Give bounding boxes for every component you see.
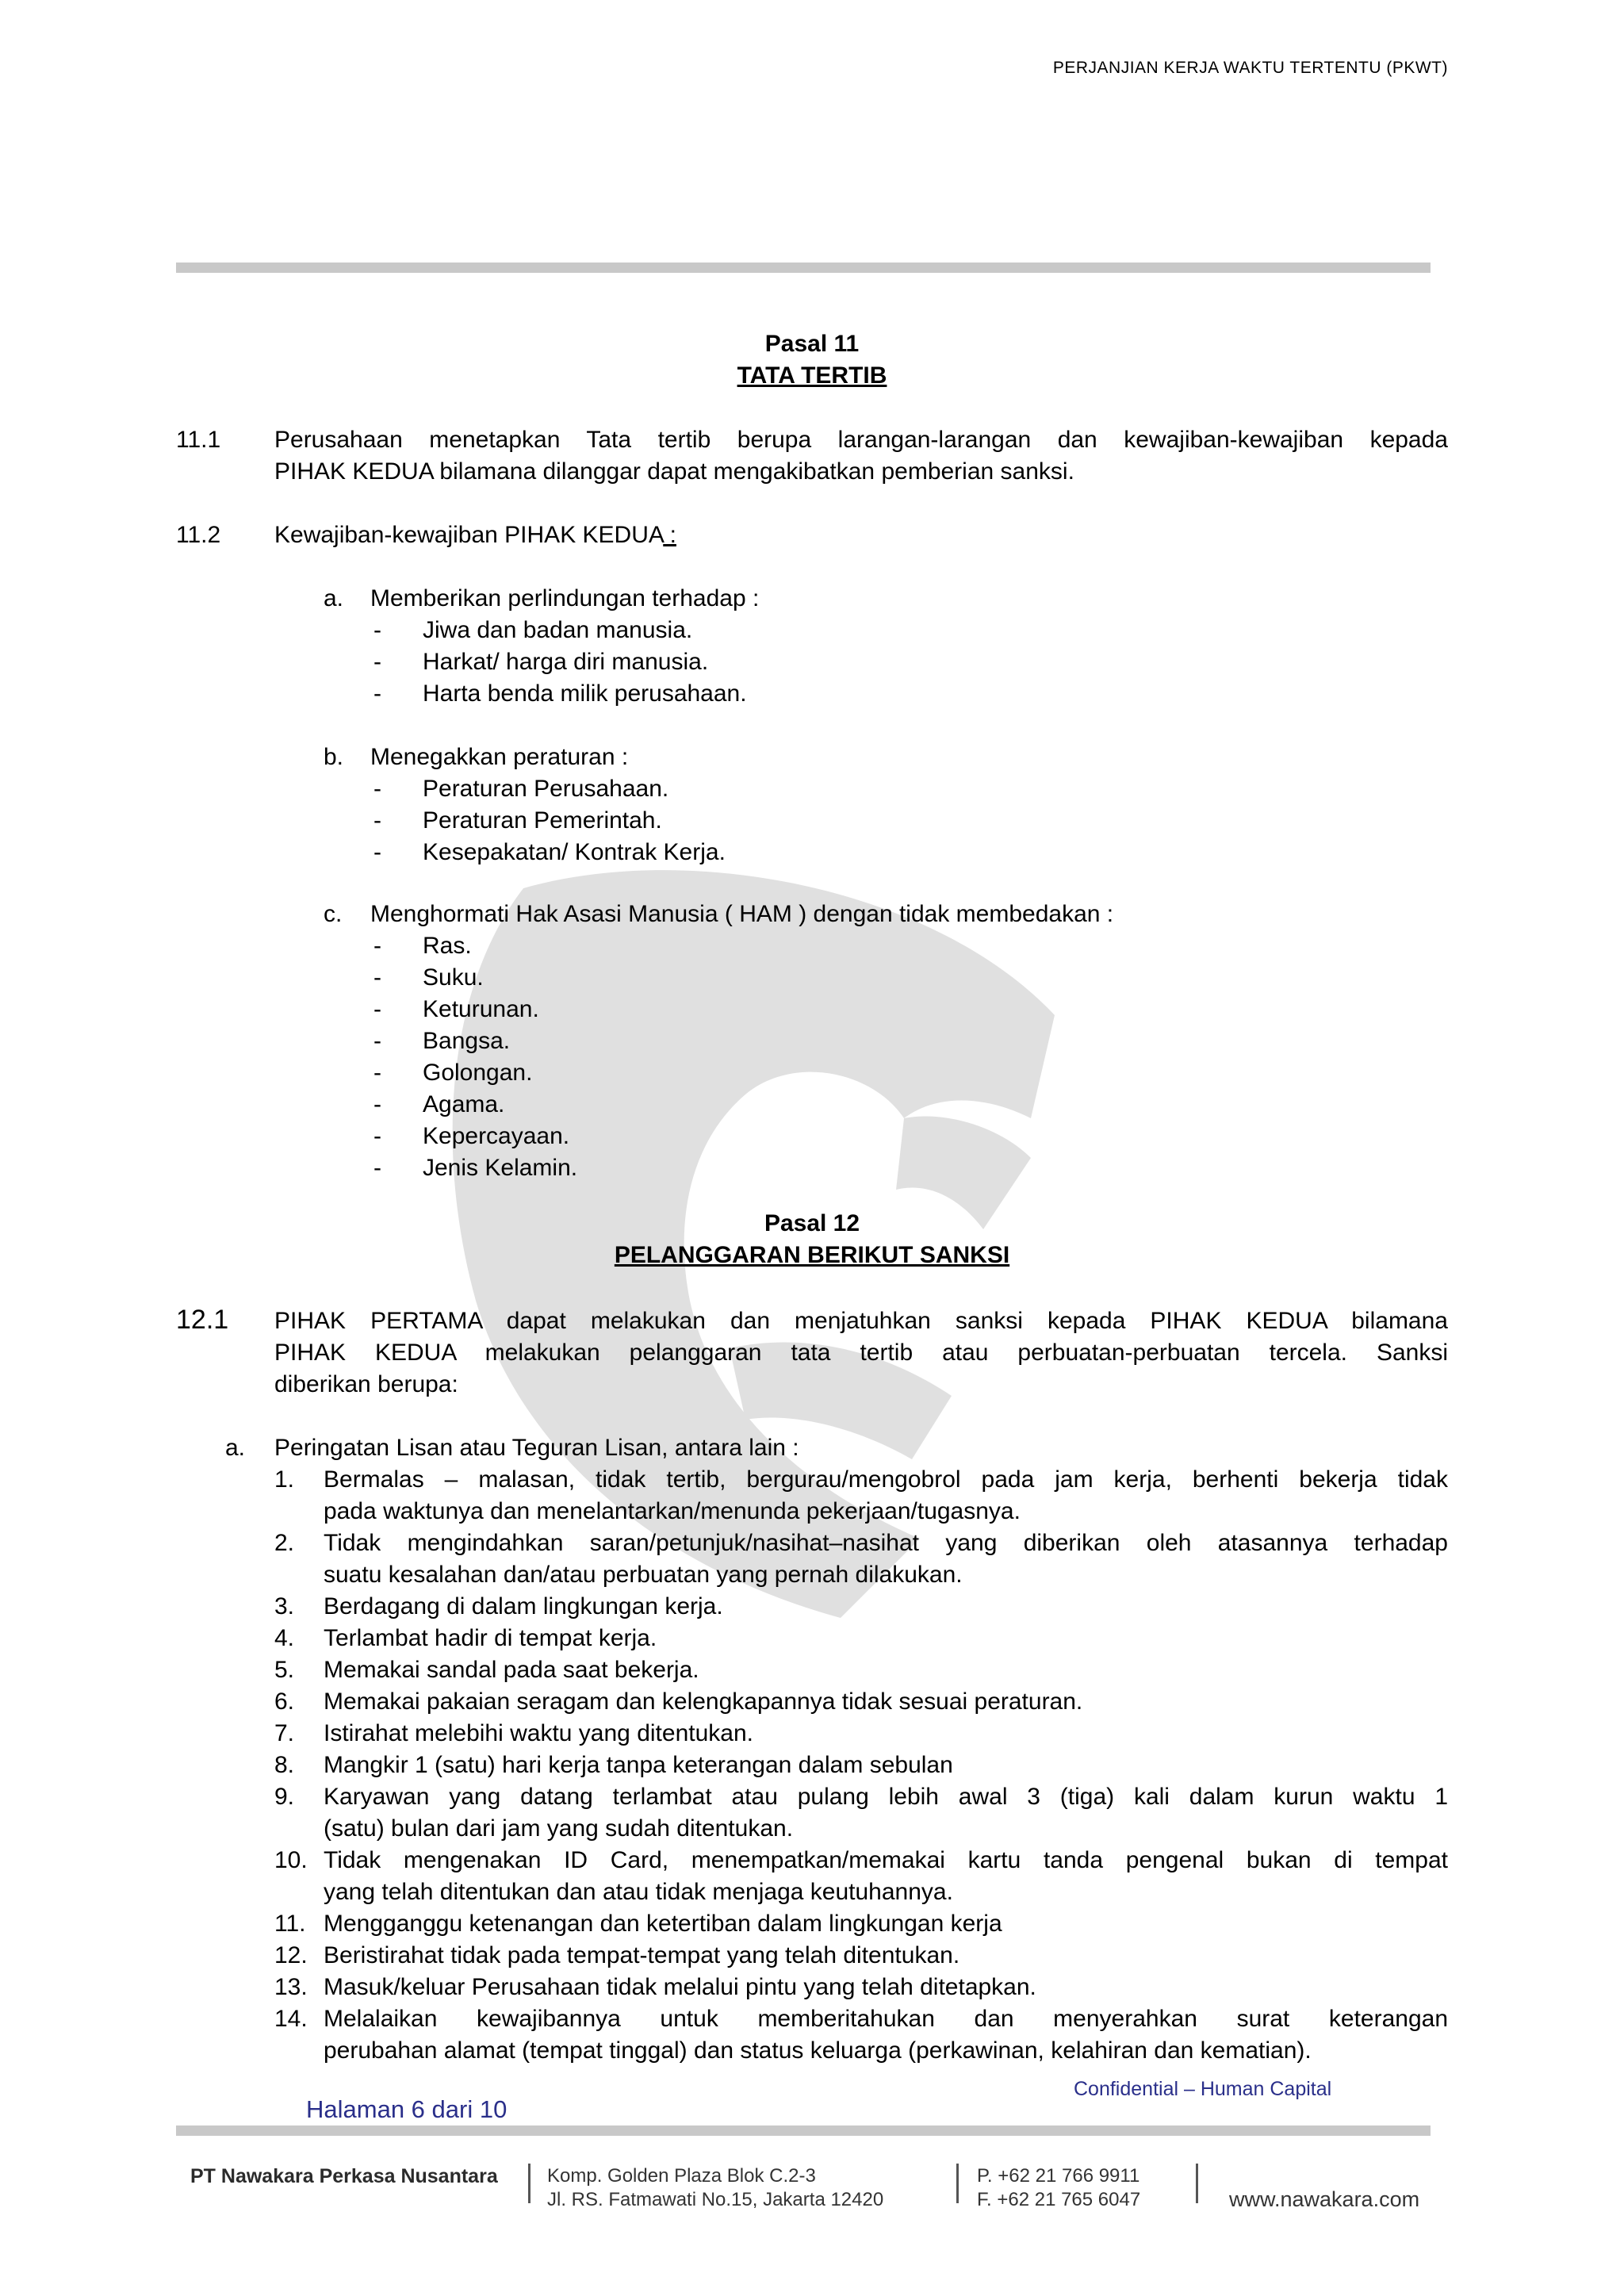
section-11-2-number: 11.2	[176, 522, 221, 548]
list-item: Beristirahat tidak pada tempat-tempat yang telah ditentukan.	[324, 1942, 960, 1968]
dash-marker: -	[373, 649, 381, 675]
list-marker: a.	[324, 585, 344, 611]
dash-marker: -	[373, 964, 381, 991]
list-item-heading: Peringatan Lisan atau Teguran Lisan, antara lain :	[274, 1435, 799, 1461]
list-item-continuation: yang telah ditentukan dan atau tidak menjaga keutuhannya.	[324, 1879, 953, 1905]
dash-marker: -	[373, 996, 381, 1022]
list-item: Keturunan.	[423, 996, 539, 1022]
item-number: 4.	[274, 1625, 295, 1651]
list-item-continuation: pada waktunya dan menelantarkan/menunda pekerjaan/tugasnya.	[324, 1498, 1021, 1524]
dash-marker: -	[373, 617, 381, 643]
list-item: Masuk/keluar Perusahaan tidak melalui pintu yang telah ditetapkan.	[324, 1974, 1036, 2000]
section-11-2-colon: :	[663, 522, 676, 548]
section-12-1-line: diberikan berupa:	[274, 1371, 458, 1397]
item-number: 12.	[274, 1942, 308, 1968]
list-item: Tidak mengenakan ID Card, menempatkan/memakai kartu tanda pengenal bukan di tempat	[324, 1847, 1448, 1873]
list-item-continuation: suatu kesalahan dan/atau perbuatan yang pernah dilakukan.	[324, 1562, 963, 1588]
list-item: Melalaikan kewajibannya untuk memberitahukan dan menyerahkan surat keterangan	[324, 2006, 1448, 2032]
footer-separator	[528, 2164, 530, 2203]
footer-divider	[176, 2125, 1431, 2136]
list-item-heading: Menghormati Hak Asasi Manusia ( HAM ) dengan tidak membedakan :	[370, 901, 1114, 927]
footer-separator	[956, 2164, 959, 2203]
list-item: Suku.	[423, 964, 484, 991]
list-item: Memakai sandal pada saat bekerja.	[324, 1657, 699, 1683]
website-link: www.nawakara.com	[1229, 2187, 1420, 2211]
list-item-heading: Menegakkan peraturan :	[370, 744, 629, 770]
header-divider	[176, 263, 1431, 273]
address-line: Jl. RS. Fatmawati No.15, Jakarta 12420	[547, 2189, 884, 2210]
list-item: Jenis Kelamin.	[423, 1155, 578, 1181]
dash-marker: -	[373, 1091, 381, 1117]
list-item: Harkat/ harga diri manusia.	[423, 649, 709, 675]
document-header-title: PERJANJIAN KERJA WAKTU TERTENTU (PKWT)	[1052, 59, 1448, 77]
dash-marker: -	[373, 1060, 381, 1086]
pasal-12-label: Pasal 12	[764, 1210, 860, 1236]
list-item-heading: Memberikan perlindungan terhadap :	[370, 585, 760, 611]
section-12-1-number: 12.1	[176, 1305, 229, 1335]
item-number: 2.	[274, 1530, 295, 1556]
dash-marker: -	[373, 1028, 381, 1054]
company-name: PT Nawakara Perkasa Nusantara	[190, 2165, 498, 2187]
section-12-1-line: PIHAK KEDUA melakukan pelanggaran tata tertib atau perbuatan-perbuatan tercela. Sanksi	[274, 1340, 1448, 1366]
dash-marker: -	[373, 839, 381, 865]
fax-number: F. +62 21 765 6047	[977, 2189, 1141, 2210]
dash-marker: -	[373, 1155, 381, 1181]
list-item-continuation: (satu) bulan dari jam yang sudah ditentukan.	[324, 1815, 794, 1842]
item-number: 1.	[274, 1466, 295, 1493]
section-11-1-line: Perusahaan menetapkan Tata tertib berupa larangan-larangan dan kewajiban-kewajiban kepada	[274, 427, 1448, 453]
list-item: Harta benda milik perusahaan.	[423, 680, 747, 707]
list-item-continuation: perubahan alamat (tempat tinggal) dan status keluarga (perkawinan, kelahiran dan kematian).	[324, 2037, 1312, 2064]
section-12-1-line: PIHAK PERTAMA dapat melakukan dan menjatuhkan sanksi kepada PIHAK KEDUA bilamana	[274, 1308, 1448, 1334]
pasal-11-title: TATA TERTIB	[737, 362, 887, 389]
address-line: Komp. Golden Plaza Blok C.2-3	[547, 2165, 816, 2187]
list-marker: c.	[324, 901, 343, 927]
list-item: Tidak mengindahkan saran/petunjuk/nasihat–nasihat yang diberikan oleh atasannya terhadap	[324, 1530, 1448, 1556]
list-item: Bangsa.	[423, 1028, 511, 1054]
item-number: 8.	[274, 1752, 295, 1778]
section-11-1-number: 11.1	[176, 427, 221, 453]
list-item: Bermalas – malasan, tidak tertib, bergurau/mengobrol pada jam kerja, berhenti bekerja tidak	[324, 1466, 1448, 1493]
item-number: 7.	[274, 1720, 295, 1746]
item-number: 13.	[274, 1974, 308, 2000]
item-number: 11.	[274, 1911, 306, 1937]
dash-marker: -	[373, 680, 381, 707]
list-item: Berdagang di dalam lingkungan kerja.	[324, 1593, 723, 1619]
list-marker: a.	[225, 1435, 246, 1461]
footer-separator	[1196, 2164, 1198, 2203]
page-number: Halaman 6 dari 10	[306, 2095, 508, 2123]
item-number: 14.	[274, 2006, 308, 2032]
list-item: Mengganggu ketenangan dan ketertiban dalam lingkungan kerja	[324, 1911, 1002, 1937]
dash-marker: -	[373, 933, 381, 959]
dash-marker: -	[373, 807, 381, 834]
dash-marker: -	[373, 776, 381, 802]
section-11-2-text	[274, 519, 676, 551]
section-11-2-label: Kewajiban-kewajiban PIHAK KEDUA	[274, 522, 664, 548]
dash-marker: -	[373, 1123, 381, 1149]
item-number: 6.	[274, 1688, 295, 1715]
list-item: Memakai pakaian seragam dan kelengkapannya tidak sesuai peraturan.	[324, 1688, 1083, 1715]
section-11-1-line: PIHAK KEDUA bilamana dilanggar dapat mengakibatkan pemberian sanksi.	[274, 458, 1074, 485]
item-number: 10.	[274, 1847, 308, 1873]
list-item: Kesepakatan/ Kontrak Kerja.	[423, 839, 726, 865]
list-item: Jiwa dan badan manusia.	[423, 617, 693, 643]
list-item: Ras.	[423, 933, 472, 959]
list-item: Agama.	[423, 1091, 505, 1117]
list-item: Karyawan yang datang terlambat atau pulang lebih awal 3 (tiga) kali dalam kurun waktu 1	[324, 1784, 1448, 1810]
list-marker: b.	[324, 744, 344, 770]
item-number: 9.	[274, 1784, 295, 1810]
phone-number: P. +62 21 766 9911	[977, 2165, 1140, 2187]
item-number: 3.	[274, 1593, 295, 1619]
list-item: Golongan.	[423, 1060, 533, 1086]
list-item: Peraturan Pemerintah.	[423, 807, 662, 834]
list-item: Istirahat melebihi waktu yang ditentukan.	[324, 1720, 753, 1746]
list-item: Terlambat hadir di tempat kerja.	[324, 1625, 657, 1651]
list-item: Kepercayaan.	[423, 1123, 570, 1149]
list-item: Peraturan Perusahaan.	[423, 776, 669, 802]
pasal-11-label: Pasal 11	[764, 331, 860, 357]
pasal-12-title: PELANGGARAN BERIKUT SANKSI	[614, 1242, 1010, 1268]
list-item: Mangkir 1 (satu) hari kerja tanpa keterangan dalam sebulan	[324, 1752, 953, 1778]
confidential-label: Confidential – Human Capital	[1074, 2078, 1332, 2100]
item-number: 5.	[274, 1657, 295, 1683]
